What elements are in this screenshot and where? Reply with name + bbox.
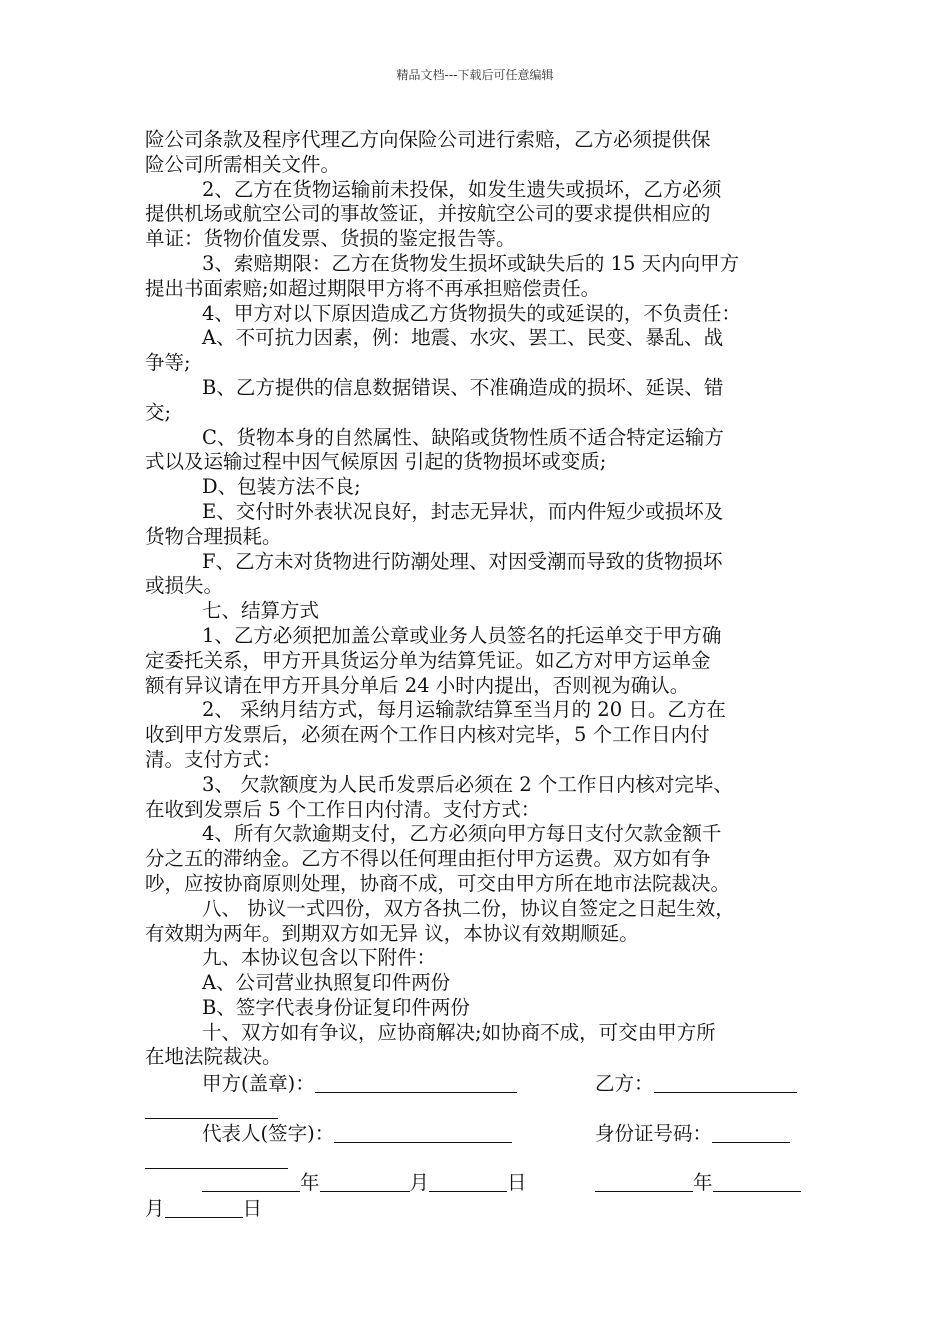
text-line: 争等; <box>145 351 191 375</box>
text-line: 在收到发票后 5 个工作日内付清。支付方式： <box>145 797 541 821</box>
day-label-a: 日 <box>507 1171 527 1194</box>
text-line: 提供机场或航空公司的事故签证，并按航空公司的要求提供相应的 <box>145 202 711 226</box>
text-line: A、不可抗力因素，例：地震、水灾、罢工、民变、暴乱、战 <box>202 326 724 350</box>
text-line: 2、 采纳月结方式，每月运输款结算至当月的 20 日。乙方在 <box>202 698 726 722</box>
text-line: 式以及运输过程中因气候原因 引起的货物损坏或变质; <box>145 450 607 474</box>
text-line: 清。支付方式： <box>145 747 282 771</box>
text-line: A、公司营业执照复印件两份 <box>202 971 451 995</box>
text-line: 九、本协议包含以下附件： <box>202 946 437 970</box>
text-line: 吵，应按协商原则处理，协商不成，可交由甲方所在地市法院裁决。 <box>145 871 731 895</box>
text-line: 3、 欠款额度为人民币发票后必须在 2 个工作日内核对完毕、 <box>202 772 733 796</box>
month-label-a: 月 <box>409 1171 430 1194</box>
text-line: C、货物本身的自然属性、缺陷或货物性质不适合特定运输方 <box>202 425 724 449</box>
text-line: 提出书面索赔;如超过期限甲方将不再承担赔偿责任。 <box>145 276 601 300</box>
id-number-blank-line2[interactable] <box>145 1150 288 1169</box>
text-line: 分之五的滞纳金。乙方不得以任何理由拒付甲方运费。双方如有争 <box>145 847 711 871</box>
year-blank-b[interactable] <box>595 1173 693 1192</box>
date-field-b <box>595 1171 801 1195</box>
text-line: 单证：货物价值发票、货损的鉴定报告等。 <box>145 227 516 251</box>
text-line: 货物合理损耗。 <box>145 524 282 548</box>
representative-label: 代表人(签字)： <box>202 1122 335 1145</box>
text-line: E、交付时外表状况良好，封志无异状，而内件短少或损坏及 <box>202 499 724 523</box>
text-line: 1、乙方必须把加盖公章或业务人员签名的托运单交于甲方确 <box>202 623 722 647</box>
document-body <box>145 128 813 1070</box>
year-blank-a[interactable] <box>202 1173 300 1192</box>
date-field-b-continued <box>145 1197 262 1221</box>
day-label-b: 日 <box>242 1197 263 1220</box>
text-line: 险公司所需相关文件。 <box>145 152 341 176</box>
text-line: 定委托关系，甲方开具货运分单为结算凭证。如乙方对甲方运单金 <box>145 648 711 672</box>
text-line: 2、乙方在货物运输前未投保，如发生遗失或损坏，乙方必须 <box>202 177 722 201</box>
party-a-field <box>202 1072 517 1096</box>
day-blank-b[interactable] <box>165 1199 243 1218</box>
text-line: 或损失。 <box>145 574 224 598</box>
day-blank-a[interactable] <box>429 1173 507 1192</box>
party-b-blank-line2[interactable] <box>145 1100 278 1119</box>
text-line: 八、 协议一式四份，双方各执二份，协议自签定之日起生效， <box>202 896 735 920</box>
text-line: B、签字代表身份证复印件两份 <box>202 995 470 1019</box>
party-b-field <box>595 1072 797 1096</box>
party-a-label: 甲方(盖章)： <box>202 1072 315 1095</box>
id-number-blank[interactable] <box>712 1124 790 1143</box>
text-line: 4、甲方对以下原因造成乙方货物损失的或延误的，不负责任： <box>202 301 741 325</box>
representative-blank[interactable] <box>334 1124 512 1143</box>
id-number-blank-continued <box>145 1148 288 1172</box>
page-header: 精品文档---下载后可任意编辑 <box>396 68 554 82</box>
representative-field <box>202 1122 512 1146</box>
text-line: 有效期为两年。到期双方如无异 议，本协议有效期顺延。 <box>145 921 639 945</box>
party-b-label: 乙方： <box>595 1072 654 1095</box>
party-b-blank[interactable] <box>654 1074 797 1093</box>
month-blank-b[interactable] <box>713 1173 801 1192</box>
party-a-blank[interactable] <box>315 1074 517 1093</box>
date-field-a <box>202 1171 527 1195</box>
text-line: 险公司条款及程序代理乙方向保险公司进行索赔，乙方必须提供保 <box>145 128 711 151</box>
party-b-blank-continued <box>145 1098 278 1122</box>
year-label-a: 年 <box>300 1171 320 1194</box>
text-line: 4、所有欠款逾期支付，乙方必须向甲方每日支付欠款金额千 <box>202 822 722 846</box>
id-number-field <box>595 1122 790 1146</box>
text-line: F、乙方未对货物进行防潮处理、对因受潮而导致的货物损坏 <box>202 549 723 573</box>
month-label-b: 月 <box>145 1197 165 1220</box>
text-line: 十、双方如有争议，应协商解决;如协商不成，可交由甲方所 <box>202 1020 716 1044</box>
id-number-label: 身份证号码： <box>595 1122 713 1145</box>
text-line: D、包装方法不良; <box>202 475 361 499</box>
year-label-b: 年 <box>693 1171 713 1194</box>
month-blank-a[interactable] <box>320 1173 410 1192</box>
text-line: 交; <box>145 400 172 424</box>
text-line: 在地法院裁决。 <box>145 1045 282 1069</box>
text-line: 额有异议请在甲方开具分单后 24 小时内提出，否则视为确认。 <box>145 673 690 697</box>
section-heading: 七、结算方式 <box>202 599 320 623</box>
text-line: B、乙方提供的信息数据错误、不准确造成的损坏、延误、错 <box>202 375 724 399</box>
text-line: 3、索赔期限：乙方在货物发生损坏或缺失后的 15 天内向甲方 <box>202 251 740 275</box>
text-line: 收到甲方发票后，必须在两个工作日内核对完毕，5 个工作日内付 <box>145 723 710 747</box>
